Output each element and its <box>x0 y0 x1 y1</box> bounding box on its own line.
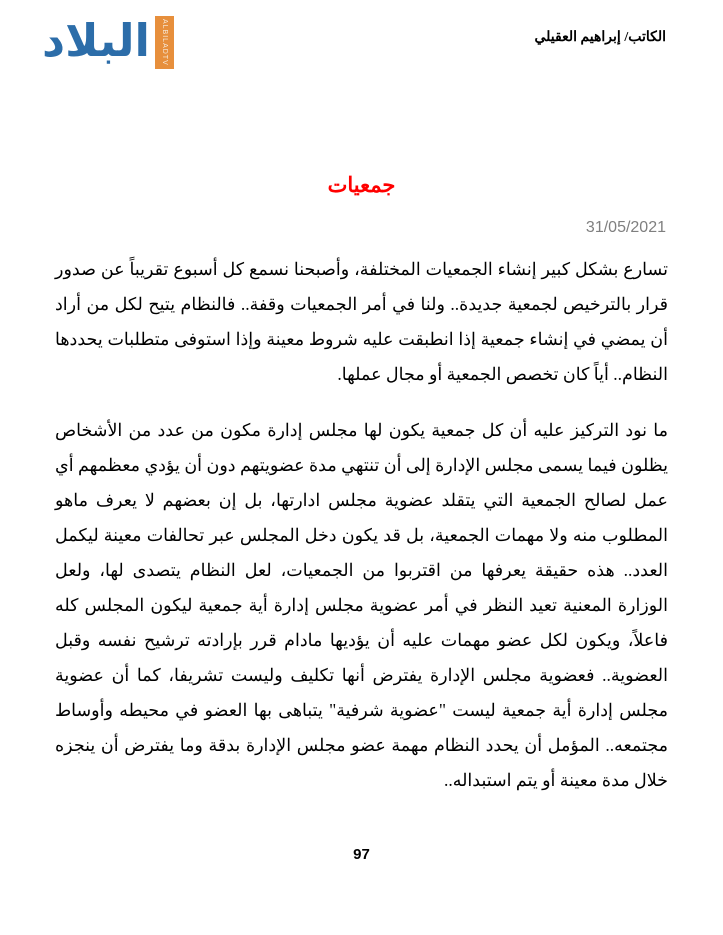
logo-arabic-text: البلاد <box>42 14 150 67</box>
article-title: جمعيات <box>327 173 396 197</box>
page-number: 97 <box>353 846 370 863</box>
article-paragraph-1: تسارع بشكل كبير إنشاء الجمعيات المختلفة، وأصبحنا نسمع كل أسبوع تقريباً عن صدور قرار بالترخيص لجمعية جديدة.. ولنا في أمر الجمعيات وقفة.. فالنظام يتيح لكل من أراد أن يمضي في إنشاء جمعية إذا انطبقت عليه شروط معينة وإذا استوفى متطلبات يحددها النظام.. أياً كان تخصص الجمعية أو مجال عملها. <box>55 259 668 384</box>
article-date: 31/05/2021 <box>585 219 666 236</box>
article-body <box>55 252 668 819</box>
logo-vertical-banner <box>155 16 174 69</box>
article-paragraph-2: ما نود التركيز عليه أن كل جمعية يكون لها مجلس إدارة مكون من عدد من الأشخاص يظلون فيما يسمى مجلس الإدارة إلى أن تنتهي مدة عضويتهم دون أن يؤدي معظمهم أي عمل لصالح الجمعية التي يتقلد عضوية مجلس ادارتها، بل إن بعضهم لا يعرف ماهو المطلوب منه ولا مهمات الجمعية، بل قد يكون دخل المجلس عبر تحالفات معينة ليكمل العدد.. هذه حقيقة يعرفها من اقتربوا من الجمعيات، لعل النظام يتصدى لها، ولعل الوزارة المعنية تعيد النظر في أمر عضوية مجلس إدارة أية جمعية ليكون المجلس كله فاعلاً، ويكون لكل عضو مهمات عليه أن يؤديها مادام قرر بإرادته ترشيح نفسه وقبل العضوية.. فعضوية مجلس الإدارة يفترض أنها تكليف وليست تشريفا، كما أن عضوية مجلس إدارة أية جمعية ليست "عضوية شرفية" يتباهى بها العضو في محيطه وأوساط مجتمعه.. المؤمل أن يحدد النظام مهمة عضو مجلس الإدارة بدقة وما يفترض أن ينجزه خلال مدة معينة أو يتم استبداله.. <box>55 420 668 790</box>
logo-banner-text: ALBILADTV <box>160 19 168 66</box>
albilad-logo <box>42 12 174 70</box>
author-byline: الكاتب/ إبراهيم العقيلي <box>534 30 666 45</box>
